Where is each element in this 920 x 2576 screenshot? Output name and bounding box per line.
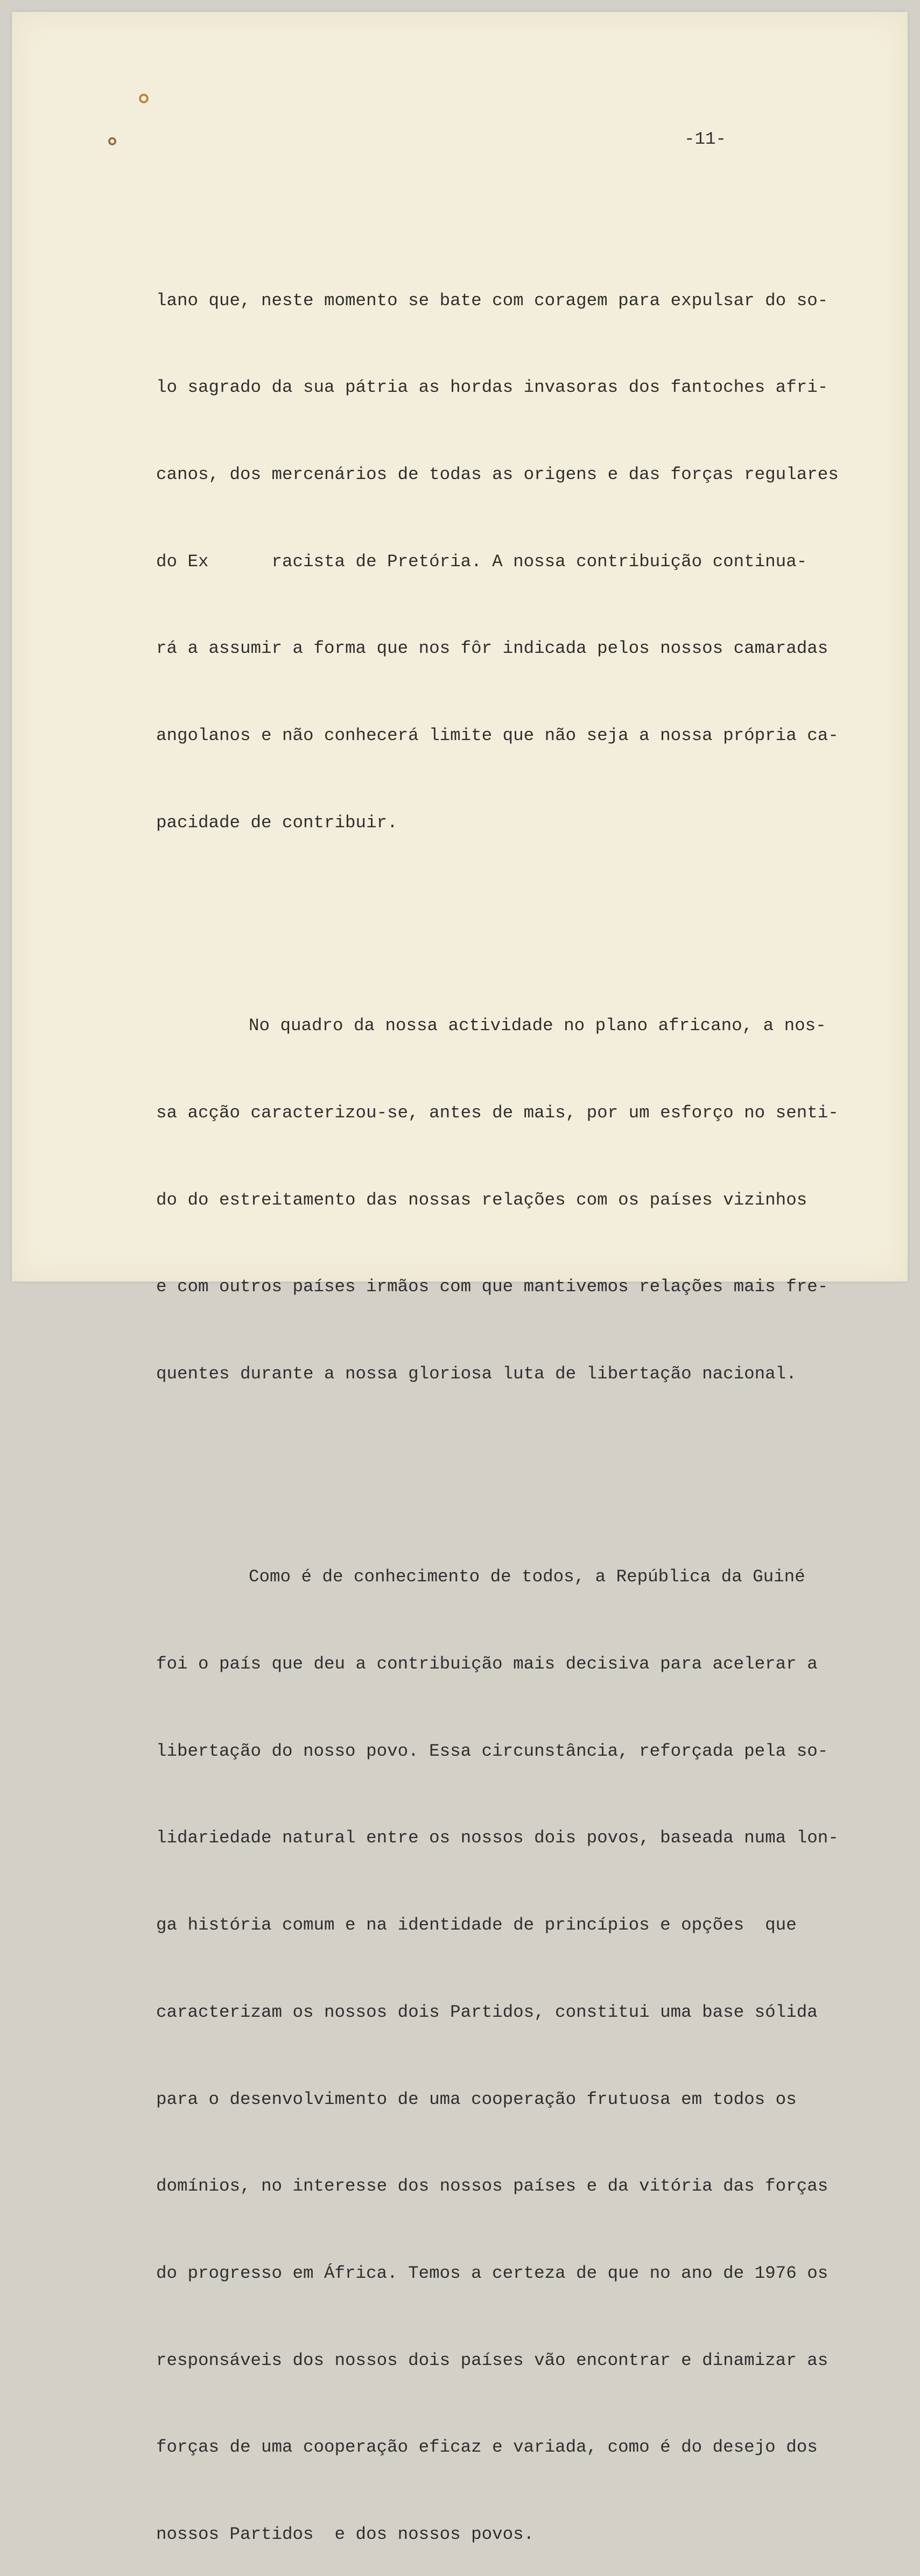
paragraph (156, 1505, 839, 2576)
text-line: responsáveis dos nossos dois países vão encontrar e dinamizar as (156, 2346, 839, 2375)
text-line: quentes durante a nossa gloriosa luta de libertação nacional. (156, 1360, 839, 1389)
text-line: e com outros países irmãos com que mantivemos relações mais fre- (156, 1272, 839, 1301)
text-line: forças de uma cooperação eficaz e variada, como é do desejo dos (156, 2433, 839, 2462)
text-line: do Ex racista de Pretória. A nossa contribuição continua- (156, 547, 839, 576)
text-line: pacidade de contribuir. (156, 808, 839, 837)
text-line: foi o país que deu a contribuição mais decisiva para acelerar a (156, 1650, 839, 1679)
text-line: lidariedade natural entre os nossos dois povos, baseada numa lon- (156, 1824, 839, 1853)
text-line: do progresso em África. Temos a certeza de que no ano de 1976 os (156, 2259, 839, 2288)
text-line: domínios, no interesse dos nossos países e da vitória das forças (156, 2172, 839, 2201)
text-line: nossos Partidos e dos nossos povos. (156, 2520, 839, 2549)
text-line: ga história comum e na identidade de princípios e opções que (156, 1911, 839, 1940)
body-text (156, 170, 839, 2576)
text-line: rá a assumir a forma que nos fôr indicada pelos nossos camaradas (156, 634, 839, 663)
text-line: sa acção caracterizou-se, antes de mais, por um esforço no senti- (156, 1099, 839, 1128)
text-line: No quadro da nossa actividade no plano africano, a nos- (156, 1011, 839, 1040)
text-line: Como é de conhecimento de todos, a República da Guiné (156, 1563, 839, 1592)
text-line: para o desenvolvimento de uma cooperação frutuosa em todos os (156, 2085, 839, 2114)
paragraph (156, 228, 839, 896)
rust-stain-mark (139, 94, 149, 103)
text-line: lo sagrado da sua pátria as hordas invasoras dos fantoches afri- (156, 373, 839, 402)
rust-stain-mark (108, 137, 116, 145)
text-line: do do estreitamento das nossas relações com os países vizinhos (156, 1186, 839, 1215)
text-line: lano que, neste momento se bate com coragem para expulsar do so- (156, 286, 839, 315)
page-number: -11- (684, 125, 726, 154)
text-line: libertação do nosso povo. Essa circunstância, reforçada pela so- (156, 1737, 839, 1766)
text-line: caracterizam os nossos dois Partidos, constitui uma base sólida (156, 1998, 839, 2027)
paragraph (156, 953, 839, 1446)
text-line: canos, dos mercenários de todas as origens e das forças regulares (156, 460, 839, 489)
text-line: angolanos e não conhecerá limite que não seja a nossa própria ca- (156, 721, 839, 750)
